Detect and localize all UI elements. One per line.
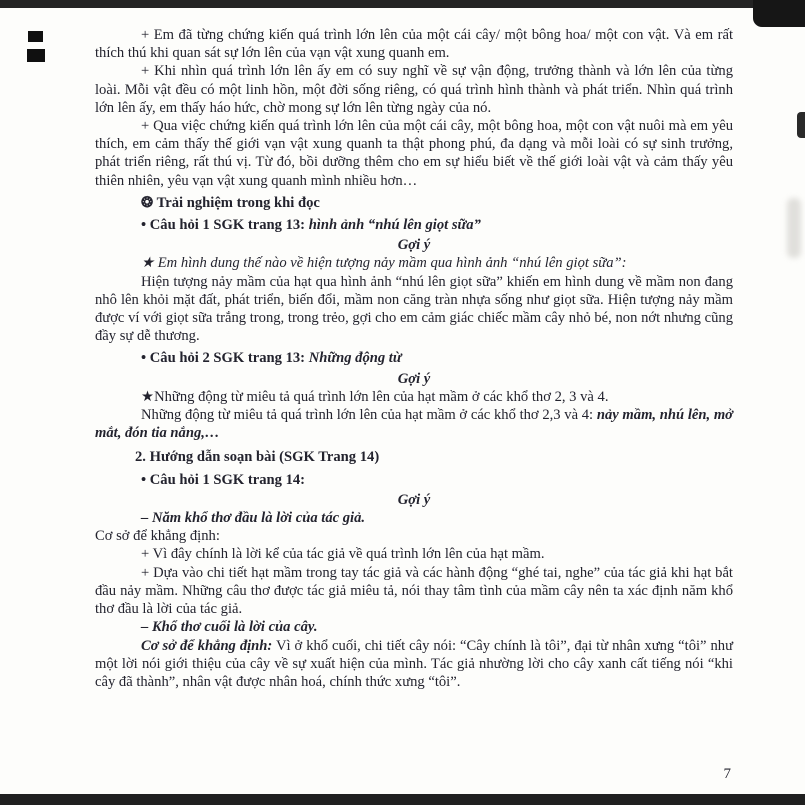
paragraph [95,545,733,563]
section-heading [141,471,733,489]
paragraph [95,618,733,636]
paragraph [95,388,733,406]
hint-heading [95,491,733,509]
text-segment: • Câu hỏi 2 SGK trang 13: [141,350,309,367]
text-segment: Gợi ý [397,370,431,387]
text-segment: – Năm khổ thơ đầu là lời của tác giả. [141,510,366,527]
text-segment: – Khổ thơ cuối là lời của cây. [141,619,318,636]
paragraph [95,406,733,442]
section-heading [141,194,733,212]
hint-heading [95,370,733,388]
paragraph [95,254,733,272]
text-segment: Cơ sở để khẳng định: [141,637,273,654]
section-heading [141,216,733,234]
paragraph [95,527,733,545]
paragraph [95,509,733,527]
text-segment: + Dựa vào chi tiết hạt mầm trong tay tác giả và các hành động “ghé tai, nghe” của tác giả khi hạt bắt đầu nảy mầm. Những câu thơ được tác giả miêu tả, nói thay tâm tình của mầm cây nên ta xác định năm khổ thơ đầu là lời của tác giả. [95,564,733,618]
scan-artifact-left-square-1 [28,31,43,42]
paragraph [95,637,733,692]
scan-artifact-top-bar [0,0,805,8]
paragraph [95,117,733,190]
text-segment: + Vì đây chính là lời kể của tác giả về quá trình lớn lên của hạt mầm. [141,546,545,563]
text-segment: nảy mầm, nhú lên, mở mắt, đón tia nắng,… [95,407,734,442]
text-segment: ❂ Trải nghiệm trong khi đọc [141,194,320,211]
text-segment: Những động từ [308,350,402,367]
paragraph [95,62,733,117]
text-segment: Gợi ý [397,491,431,508]
text-segment: • Câu hỏi 1 SGK trang 13: [141,217,309,234]
document-body [95,26,733,691]
hint-heading [95,236,733,254]
scan-artifact-left-square-2 [27,49,45,62]
section-heading [135,448,733,466]
text-segment: Vì ở khổ cuối, chi tiết cây nói: “Cây chính là tôi”, đại từ nhân xưng “tôi” như một lời nói giới thiệu của cây về sự xuất hiện của mình. Tác giả nhường lời cho cây xanh cất tiếng nói “khi cây đã thành”, nhân vật được nhân hoá, chính thức xưng “tôi”. [95,637,733,690]
text-segment: + Em đã từng chứng kiến quá trình lớn lên của một cái cây/ một bông hoa/ một con vật. Và em rất thích thú khi quan sát sự lớn lên của vạn vật xung quanh em. [95,27,733,62]
text-segment: Hiện tượng nảy mầm của hạt qua hình ảnh “nhú lên giọt sữa” khiến em hình dung về mầm non đang nhô lên khỏi mặt đất, phát triển, biến đổi, mầm non căng tràn nhựa sống như giọt sữa. Hiện tượng nảy mầm được ví với giọt sữa trắng trong, trong trẻo, gợi cho em cảm giác chiếc mầm cây nhỏ bé, non nớt nhưng cũng đầy sự dễ thương. [95,273,733,345]
text-segment: ★Những động từ miêu tả quá trình lớn lên của hạt mầm ở các khổ thơ 2, 3 và 4. [141,388,609,405]
text-segment: ★ Em hình dung thế nào về hiện tượng nảy mầm qua hình ảnh “nhú lên giọt sữa”: [141,255,627,272]
text-segment: + Qua việc chứng kiến quá trình lớn lên của một cái cây, một bông hoa, một con vật nuôi mà em yêu thích, em cảm thấy thế giới vạn vật xung quanh ta thật phong phú, đa dạng và mỗi loài có sự sinh trưởng, phát triển riêng, rất thú vị. Từ đó, bồi dưỡng thêm cho em sự hiểu biết về thế giới loài vật và cảm thấy yêu thiên nhiên, yêu vạn vật xung quanh mình nhiều hơn… [95,118,733,189]
text-segment: • Câu hỏi 1 SGK trang 14: [141,471,306,488]
text-segment: Gợi ý [397,237,431,254]
text-segment: hình ảnh “nhú lên giọt sữa” [308,217,481,234]
paragraph [95,26,733,62]
scan-artifact-top-right-corner [753,0,805,27]
text-segment: Cơ sở để khẳng định: [95,528,220,545]
scan-smudge [787,198,801,258]
text-segment: 2. Hướng dẫn soạn bài (SGK Trang 14) [135,449,380,466]
page-number: 7 [723,766,731,782]
scan-artifact-right-notch [797,112,805,138]
text-segment: + Khi nhìn quá trình lớn lên ấy em có suy nghĩ về sự vận động, trưởng thành và lớn lên của từng loài. Mỗi vật đều có một linh hồn, một đời sống riêng, có quá trình hình thành và phát triển. Nhìn quá trình lớn lên ấy, em thấy háo hức, chờ mong sự lớn lên từng ngày của nó. [95,63,733,116]
paragraph [95,564,733,619]
text-segment: Những động từ miêu tả quá trình lớn lên của hạt mầm ở các khổ thơ 2,3 và 4: [141,407,597,424]
section-heading [141,349,733,367]
scan-artifact-bottom-bar [0,794,805,805]
paragraph [95,273,733,346]
